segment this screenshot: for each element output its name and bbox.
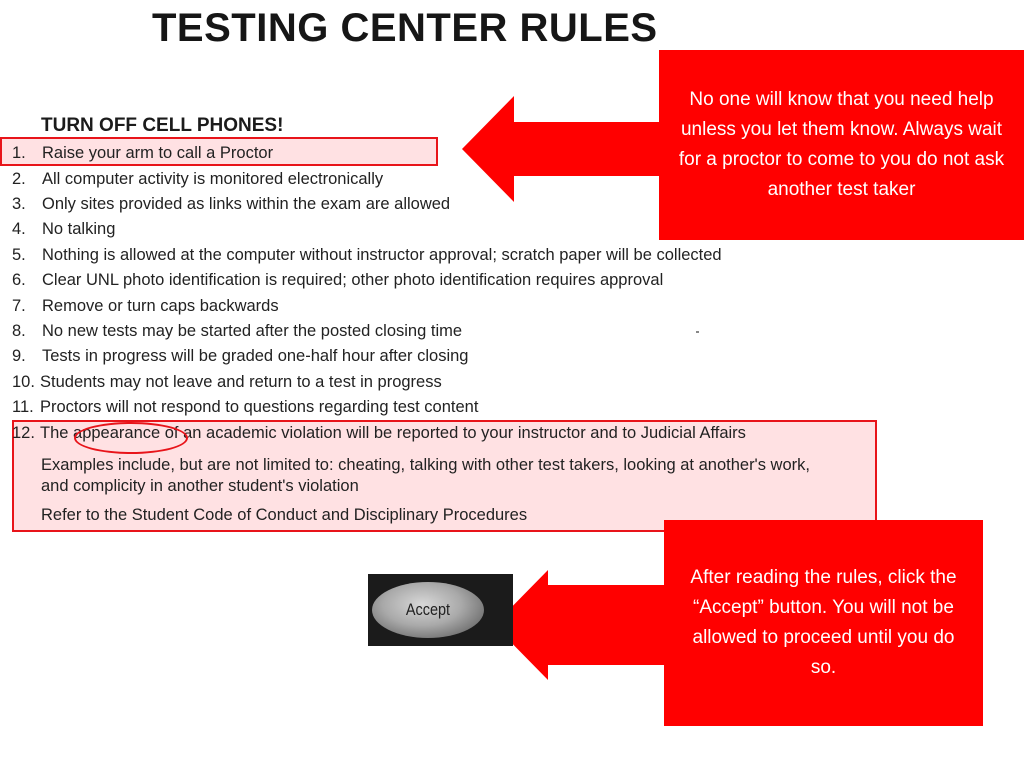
accept-callout (664, 520, 983, 726)
rule-text: Students may not leave and return to a test in progress (40, 373, 442, 391)
rule-text: Proctors will not respond to questions regarding test content (40, 398, 479, 416)
rule-number: 7. (12, 297, 26, 315)
rule-text: Only sites provided as links within the exam are allowed (42, 195, 451, 213)
rule-text: The appearance of an academic violation will be reported to your instructor and to Judicial Affairs (40, 424, 746, 442)
rule-number: 3. (12, 195, 26, 213)
rule-number: 2. (12, 170, 26, 188)
accept-callout-text: After reading the rules, click the “Accept” button. You will not be allowed to proceed until you do so. (690, 567, 957, 678)
rules-subtitle: TURN OFF CELL PHONES! (41, 115, 284, 136)
rule-number: 11. (12, 398, 34, 416)
rule-number: 12. (12, 424, 35, 442)
rule-text: Clear UNL photo identification is required; other photo identification requires approval (42, 271, 664, 289)
proctor-callout-text: No one will know that you need help unless you let them know. Always wait for a proctor to come to you do not ask another test taker (678, 89, 1005, 200)
rule-number: 4. (12, 220, 26, 238)
arrow-left-icon (494, 570, 664, 680)
rule-text: All computer activity is monitored electronically (42, 170, 384, 188)
rule-number: 1. (12, 144, 26, 162)
rule-text: Raise your arm to call a Proctor (42, 144, 274, 162)
rule-number: 8. (12, 322, 26, 340)
rule-12-examples: Examples include, but are not limited to: cheating, talking with other test takers, looking at another's work, and complicity in another student's violation (41, 456, 810, 495)
rule-number: 6. (12, 271, 26, 289)
proctor-callout (659, 50, 1024, 240)
rule-text: Remove or turn caps backwards (42, 297, 279, 315)
rule-text: No new tests may be started after the posted closing time (42, 322, 463, 340)
rule-text: Tests in progress will be graded one-half hour after closing (42, 347, 469, 365)
accept-button[interactable] (368, 574, 513, 646)
rule-number: 10. (12, 373, 35, 391)
accept-button-label: Accept (405, 600, 451, 619)
accept-button-face[interactable] (372, 582, 484, 638)
rule-text: No talking (42, 220, 116, 238)
rule-12-refer: Refer to the Student Code of Conduct and Disciplinary Procedures (41, 506, 528, 524)
page-title: TESTING CENTER RULES (152, 6, 658, 50)
rule-number: 5. (12, 246, 26, 264)
rule-text: Nothing is allowed at the computer without instructor approval; scratch paper will be collected (42, 246, 722, 264)
rule-number: 9. (12, 347, 26, 365)
arrow-left-icon (462, 96, 664, 202)
